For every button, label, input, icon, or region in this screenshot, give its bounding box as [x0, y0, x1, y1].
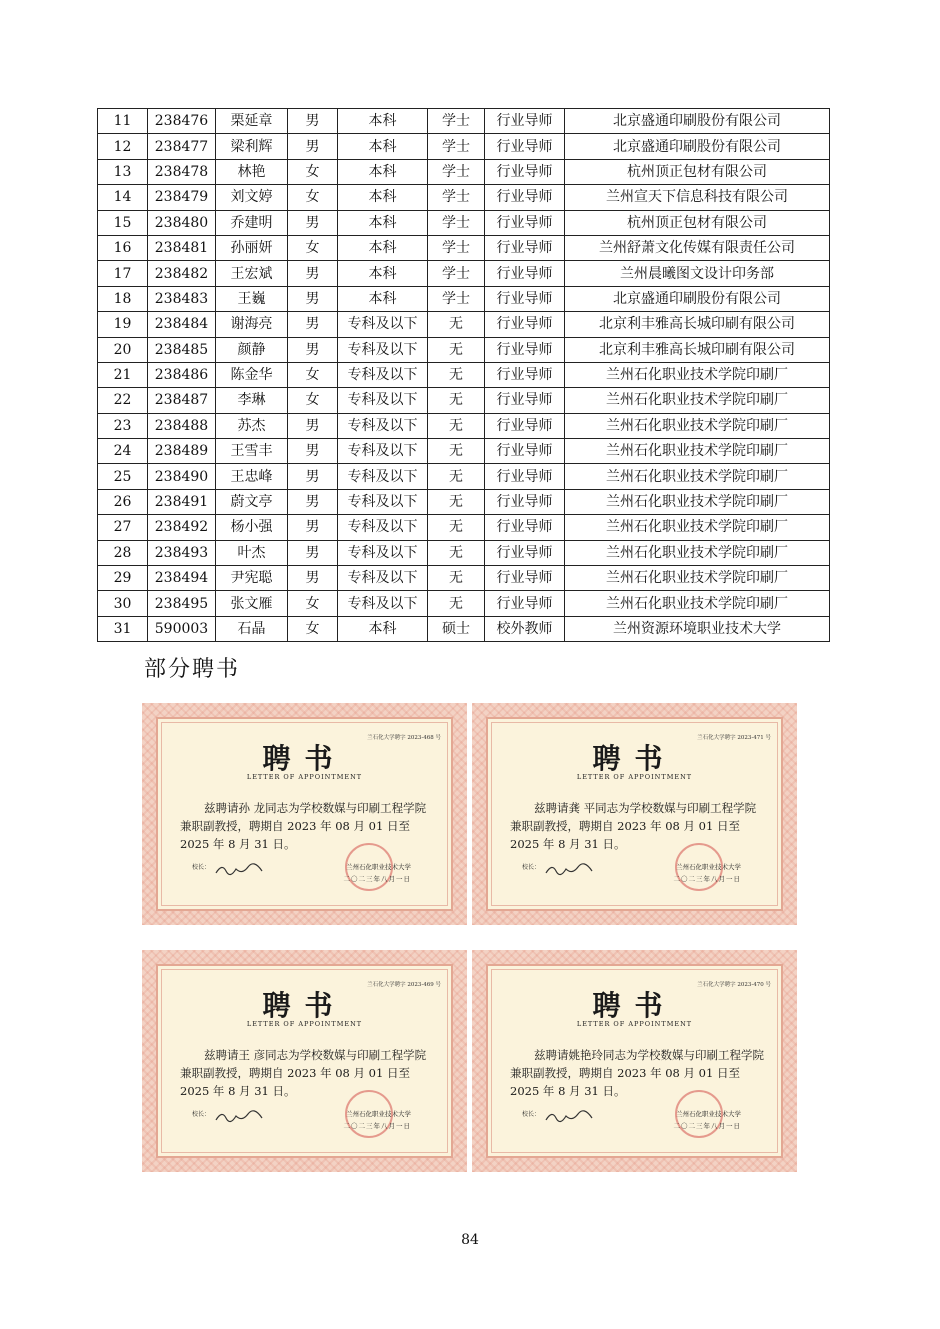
cell-gender: 男	[288, 464, 338, 489]
certificate-ref: 兰石化大学聘字 2023-469 号	[367, 982, 441, 988]
cell-organization: 兰州资源环境职业技术大学	[565, 616, 830, 641]
cell-degree: 硕士	[428, 616, 485, 641]
cell-degree: 无	[428, 591, 485, 616]
certificate-title: 聘书	[262, 989, 347, 1022]
cell-role: 行业导师	[485, 286, 565, 311]
cell-gender: 男	[288, 413, 338, 438]
cell-gender: 女	[288, 388, 338, 413]
cell-education: 本科	[338, 109, 428, 134]
certificate-4	[472, 950, 797, 1172]
cell-degree: 学士	[428, 185, 485, 210]
signature-icon	[544, 1108, 596, 1124]
cell-gender: 男	[288, 515, 338, 540]
cell-id: 238484	[148, 312, 216, 337]
cell-degree: 学士	[428, 210, 485, 235]
cell-index: 21	[98, 362, 148, 387]
table-row	[98, 210, 830, 235]
signature-label: 校长：	[192, 864, 211, 871]
signature-label: 校长：	[522, 1111, 541, 1118]
cell-role: 行业导师	[485, 185, 565, 210]
cell-organization: 兰州石化职业技术学院印刷厂	[565, 464, 830, 489]
cell-index: 31	[98, 616, 148, 641]
cell-organization: 兰州石化职业技术学院印刷厂	[565, 362, 830, 387]
cell-index: 23	[98, 413, 148, 438]
cell-id: 238492	[148, 515, 216, 540]
cell-organization: 兰州石化职业技术学院印刷厂	[565, 439, 830, 464]
certificate-2	[472, 703, 797, 925]
cell-name: 栗延章	[216, 109, 288, 134]
table-row	[98, 515, 830, 540]
certificate-subtitle: LETTER OF APPOINTMENT	[246, 1020, 363, 1028]
cell-degree: 无	[428, 312, 485, 337]
cell-name: 谢海亮	[216, 312, 288, 337]
cell-role: 行业导师	[485, 388, 565, 413]
cell-organization: 兰州宣天下信息科技有限公司	[565, 185, 830, 210]
cell-organization: 兰州石化职业技术学院印刷厂	[565, 489, 830, 514]
cell-organization: 兰州石化职业技术学院印刷厂	[565, 515, 830, 540]
cell-gender: 男	[288, 540, 338, 565]
cell-id: 238476	[148, 109, 216, 134]
certificate-body: 兹聘请孙 龙同志为学校数媒与印刷工程学院兼职副教授，聘期自 2023 年 08 月 01 日至 2025 年 8 月 31 日。	[180, 801, 427, 851]
cell-id: 238482	[148, 261, 216, 286]
cell-gender: 男	[288, 134, 338, 159]
cell-id: 238487	[148, 388, 216, 413]
cell-role: 行业导师	[485, 540, 565, 565]
certificate-date: 二〇二三年八月一日	[673, 1122, 741, 1130]
cell-index: 22	[98, 388, 148, 413]
cell-gender: 男	[288, 566, 338, 591]
table-row	[98, 159, 830, 184]
cell-name: 王雪丰	[216, 439, 288, 464]
cell-gender: 男	[288, 109, 338, 134]
cell-education: 专科及以下	[338, 464, 428, 489]
cell-degree: 无	[428, 413, 485, 438]
roster-table	[97, 108, 830, 642]
certificate-university: 兰州石化职业技术大学	[346, 1110, 411, 1118]
cell-organization: 兰州晨曦图文设计印务部	[565, 261, 830, 286]
cell-education: 专科及以下	[338, 439, 428, 464]
cell-gender: 女	[288, 185, 338, 210]
table-row	[98, 413, 830, 438]
cell-index: 15	[98, 210, 148, 235]
cell-degree: 无	[428, 362, 485, 387]
cell-name: 颜静	[216, 337, 288, 362]
cell-index: 16	[98, 235, 148, 260]
cell-organization: 兰州舒萧文化传媒有限责任公司	[565, 235, 830, 260]
cell-gender: 男	[288, 489, 338, 514]
cell-gender: 男	[288, 261, 338, 286]
cell-education: 本科	[338, 261, 428, 286]
signature-icon	[214, 861, 266, 877]
cell-name: 尹宪聪	[216, 566, 288, 591]
certificate-1	[142, 703, 467, 925]
cell-degree: 无	[428, 515, 485, 540]
certificate-3	[142, 950, 467, 1172]
table-row	[98, 261, 830, 286]
cell-role: 行业导师	[485, 489, 565, 514]
table-row	[98, 286, 830, 311]
cell-index: 28	[98, 540, 148, 565]
cell-education: 专科及以下	[338, 362, 428, 387]
cell-education: 本科	[338, 210, 428, 235]
cell-index: 24	[98, 439, 148, 464]
cell-id: 590003	[148, 616, 216, 641]
certificate-university: 兰州石化职业技术大学	[346, 863, 411, 871]
cell-degree: 无	[428, 540, 485, 565]
table-row	[98, 489, 830, 514]
table-row	[98, 134, 830, 159]
cell-organization: 北京利丰雅高长城印刷有限公司	[565, 312, 830, 337]
cell-role: 行业导师	[485, 362, 565, 387]
certificate-body: 兹聘请王 彦同志为学校数媒与印刷工程学院兼职副教授，聘期自 2023 年 08 月 01 日至 2025 年 8 月 31 日。	[180, 1048, 427, 1098]
cell-education: 专科及以下	[338, 312, 428, 337]
cell-name: 蔚文亭	[216, 489, 288, 514]
cell-degree: 无	[428, 566, 485, 591]
signature-label: 校长：	[522, 864, 541, 871]
cell-gender: 女	[288, 616, 338, 641]
cell-education: 本科	[338, 286, 428, 311]
cell-role: 行业导师	[485, 566, 565, 591]
table-row	[98, 591, 830, 616]
cell-name: 刘文婷	[216, 185, 288, 210]
cell-id: 238481	[148, 235, 216, 260]
cell-id: 238483	[148, 286, 216, 311]
cell-index: 25	[98, 464, 148, 489]
certificate-subtitle: LETTER OF APPOINTMENT	[246, 773, 363, 781]
cell-education: 本科	[338, 616, 428, 641]
cell-name: 张文雁	[216, 591, 288, 616]
cell-index: 26	[98, 489, 148, 514]
cell-name: 石晶	[216, 616, 288, 641]
cell-name: 陈金华	[216, 362, 288, 387]
cell-role: 行业导师	[485, 515, 565, 540]
cell-education: 专科及以下	[338, 591, 428, 616]
cell-gender: 女	[288, 235, 338, 260]
certificate-body: 兹聘请姚艳玲同志为学校数媒与印刷工程学院兼职副教授，聘期自 2023 年 08 月 01 日至 2025 年 8 月 31 日。	[510, 1048, 764, 1098]
page-number: 84	[461, 1232, 479, 1248]
table-row	[98, 109, 830, 134]
table-row	[98, 439, 830, 464]
cell-organization: 兰州石化职业技术学院印刷厂	[565, 591, 830, 616]
table-row	[98, 388, 830, 413]
cell-degree: 学士	[428, 261, 485, 286]
cell-organization: 北京盛通印刷股份有限公司	[565, 134, 830, 159]
cell-gender: 女	[288, 591, 338, 616]
certificate-ref: 兰石化大学聘字 2023-468 号	[367, 735, 441, 741]
cell-degree: 无	[428, 439, 485, 464]
cell-id: 238489	[148, 439, 216, 464]
certificate-title: 聘书	[592, 742, 677, 775]
cell-gender: 女	[288, 362, 338, 387]
cell-education: 专科及以下	[338, 515, 428, 540]
cell-degree: 无	[428, 337, 485, 362]
certificate-body: 兹聘请龚 平同志为学校数媒与印刷工程学院兼职副教授，聘期自 2023 年 08 月 01 日至 2025 年 8 月 31 日。	[510, 801, 757, 851]
cell-index: 29	[98, 566, 148, 591]
cell-index: 12	[98, 134, 148, 159]
cell-role: 行业导师	[485, 591, 565, 616]
cell-gender: 女	[288, 159, 338, 184]
cell-education: 专科及以下	[338, 413, 428, 438]
cell-index: 27	[98, 515, 148, 540]
cell-role: 行业导师	[485, 261, 565, 286]
cell-index: 19	[98, 312, 148, 337]
cell-education: 本科	[338, 134, 428, 159]
cell-role: 行业导师	[485, 134, 565, 159]
cell-gender: 男	[288, 337, 338, 362]
certificate-subtitle: LETTER OF APPOINTMENT	[576, 773, 693, 781]
cell-gender: 男	[288, 286, 338, 311]
cell-id: 238490	[148, 464, 216, 489]
table-row	[98, 185, 830, 210]
cell-degree: 学士	[428, 235, 485, 260]
cell-role: 行业导师	[485, 109, 565, 134]
cell-id: 238485	[148, 337, 216, 362]
table-row	[98, 616, 830, 641]
cell-id: 238486	[148, 362, 216, 387]
cell-name: 杨小强	[216, 515, 288, 540]
cell-id: 238495	[148, 591, 216, 616]
cell-id: 238491	[148, 489, 216, 514]
cell-education: 本科	[338, 185, 428, 210]
cell-id: 238479	[148, 185, 216, 210]
cell-degree: 学士	[428, 134, 485, 159]
cell-name: 林艳	[216, 159, 288, 184]
certificate-date: 二〇二三年八月一日	[343, 875, 411, 883]
section-title: 部分聘书	[144, 657, 241, 682]
cell-gender: 男	[288, 439, 338, 464]
signature-icon	[214, 1108, 266, 1124]
table-row	[98, 464, 830, 489]
certificate-date: 二〇二三年八月一日	[343, 1122, 411, 1130]
cell-index: 13	[98, 159, 148, 184]
certificate-university: 兰州石化职业技术大学	[676, 1110, 741, 1118]
cell-name: 李琳	[216, 388, 288, 413]
cell-role: 行业导师	[485, 337, 565, 362]
cell-degree: 无	[428, 464, 485, 489]
cell-gender: 男	[288, 210, 338, 235]
cell-role: 行业导师	[485, 235, 565, 260]
cell-name: 梁利辉	[216, 134, 288, 159]
cell-name: 王宏斌	[216, 261, 288, 286]
certificate-university: 兰州石化职业技术大学	[676, 863, 741, 871]
cell-role: 行业导师	[485, 439, 565, 464]
cell-degree: 学士	[428, 286, 485, 311]
cell-gender: 男	[288, 312, 338, 337]
cell-organization: 杭州顶正包材有限公司	[565, 159, 830, 184]
cell-role: 行业导师	[485, 210, 565, 235]
cell-education: 专科及以下	[338, 489, 428, 514]
cell-education: 专科及以下	[338, 566, 428, 591]
cell-organization: 北京盛通印刷股份有限公司	[565, 286, 830, 311]
signature-icon	[544, 861, 596, 877]
certificate-ref: 兰石化大学聘字 2023-470 号	[697, 982, 771, 988]
cell-education: 专科及以下	[338, 337, 428, 362]
cell-degree: 无	[428, 489, 485, 514]
certificate-date: 二〇二三年八月一日	[673, 875, 741, 883]
cell-organization: 兰州石化职业技术学院印刷厂	[565, 413, 830, 438]
cell-index: 18	[98, 286, 148, 311]
cell-education: 本科	[338, 235, 428, 260]
cell-degree: 无	[428, 388, 485, 413]
cell-organization: 北京利丰雅高长城印刷有限公司	[565, 337, 830, 362]
cell-organization: 兰州石化职业技术学院印刷厂	[565, 566, 830, 591]
cell-name: 叶杰	[216, 540, 288, 565]
certificate-title: 聘书	[592, 989, 677, 1022]
cell-education: 专科及以下	[338, 540, 428, 565]
certificate-ref: 兰石化大学聘字 2023-471 号	[697, 735, 771, 741]
table-row	[98, 540, 830, 565]
cell-index: 11	[98, 109, 148, 134]
cell-id: 238494	[148, 566, 216, 591]
cell-index: 14	[98, 185, 148, 210]
certificate-subtitle: LETTER OF APPOINTMENT	[576, 1020, 693, 1028]
cell-role: 行业导师	[485, 464, 565, 489]
cell-index: 20	[98, 337, 148, 362]
cell-organization: 兰州石化职业技术学院印刷厂	[565, 540, 830, 565]
table-row	[98, 312, 830, 337]
table-row	[98, 362, 830, 387]
cell-degree: 学士	[428, 159, 485, 184]
cell-name: 王忠峰	[216, 464, 288, 489]
table-row	[98, 235, 830, 260]
cell-education: 专科及以下	[338, 388, 428, 413]
cell-degree: 学士	[428, 109, 485, 134]
certificate-title: 聘书	[262, 742, 347, 775]
cell-id: 238480	[148, 210, 216, 235]
cell-organization: 杭州顶正包材有限公司	[565, 210, 830, 235]
cell-name: 王巍	[216, 286, 288, 311]
signature-label: 校长：	[192, 1111, 211, 1118]
cell-id: 238478	[148, 159, 216, 184]
table-row	[98, 337, 830, 362]
cell-role: 行业导师	[485, 312, 565, 337]
cell-organization: 兰州石化职业技术学院印刷厂	[565, 388, 830, 413]
cell-role: 行业导师	[485, 413, 565, 438]
cell-name: 孙丽妍	[216, 235, 288, 260]
cell-index: 17	[98, 261, 148, 286]
cell-organization: 北京盛通印刷股份有限公司	[565, 109, 830, 134]
cell-role: 行业导师	[485, 159, 565, 184]
cell-id: 238488	[148, 413, 216, 438]
cell-id: 238493	[148, 540, 216, 565]
cell-education: 本科	[338, 159, 428, 184]
cell-role: 校外教师	[485, 616, 565, 641]
cell-index: 30	[98, 591, 148, 616]
cell-id: 238477	[148, 134, 216, 159]
cell-name: 乔建明	[216, 210, 288, 235]
cell-name: 苏杰	[216, 413, 288, 438]
table-row	[98, 566, 830, 591]
